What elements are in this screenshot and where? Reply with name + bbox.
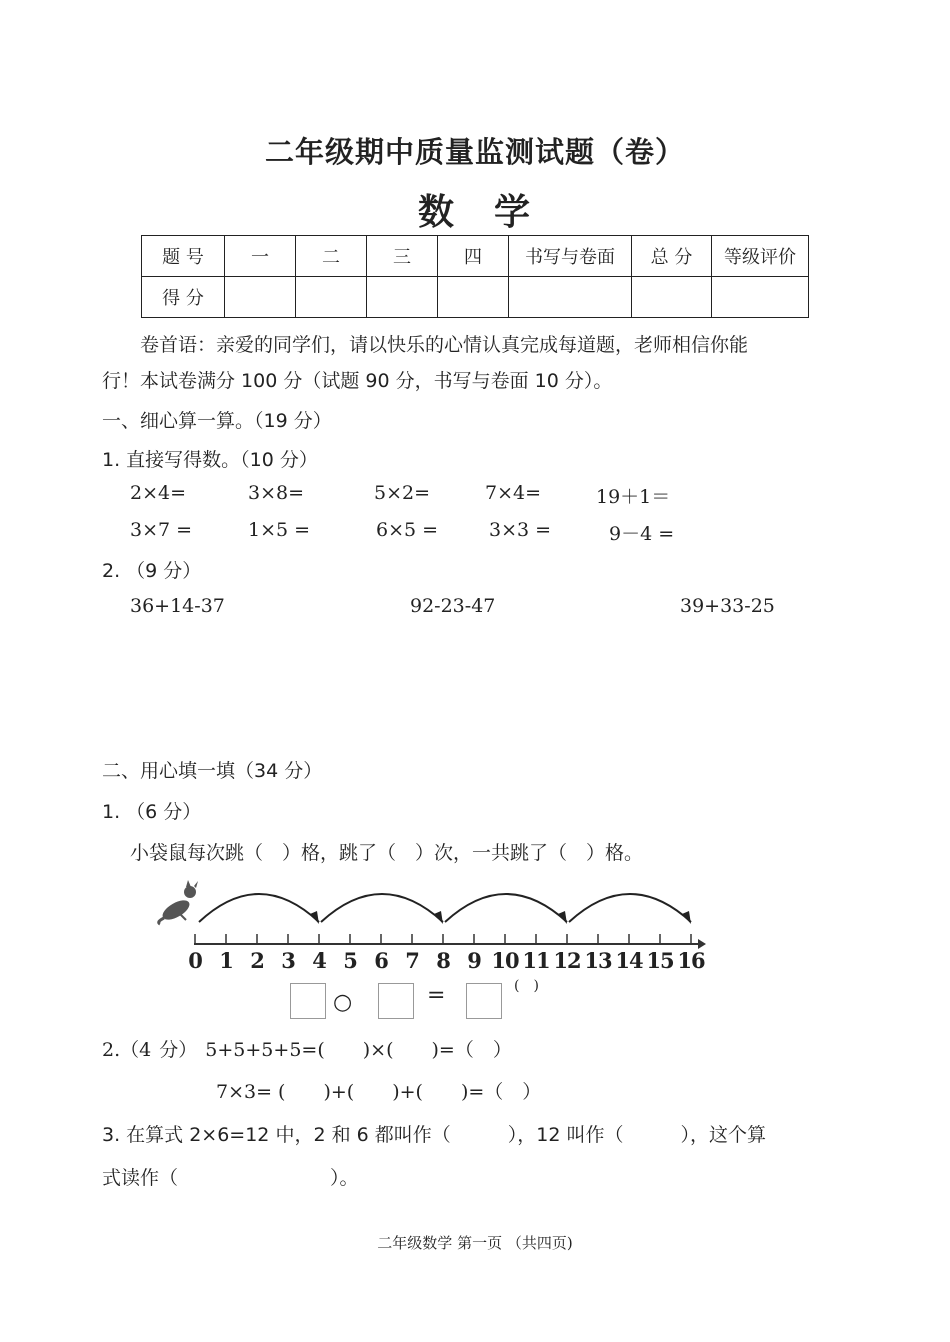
score-table-score-row: [142, 277, 809, 318]
calc-item: 39+33-25: [680, 595, 775, 617]
table-cell: 四: [438, 236, 509, 277]
equals-sign: =: [427, 983, 446, 1008]
score-input-cell[interactable]: [225, 277, 296, 318]
section-1-heading: 一、细心算一算。（19 分）: [102, 410, 332, 432]
tick-label: 2: [250, 948, 264, 973]
table-cell: 得 分: [142, 277, 225, 318]
arc-arrowhead-icon: [310, 911, 319, 924]
table-cell: 书写与卷面: [509, 236, 632, 277]
tick-label: 6: [374, 948, 388, 973]
score-input-cell[interactable]: [509, 277, 632, 318]
tick-label: 7: [405, 948, 419, 973]
tick-label: 14: [615, 948, 643, 973]
tick-label: 16: [677, 948, 705, 973]
jump-arc: [445, 894, 567, 922]
arc-arrowhead-icon: [434, 911, 443, 924]
calc-item: 3×7 =: [130, 519, 193, 541]
table-cell: 一: [225, 236, 296, 277]
section-2-q3-line-1: 3. 在算式 2×6=12 中，2 和 6 都叫作（ ），12 叫作（ ），这个算: [102, 1124, 766, 1146]
table-cell: 三: [367, 236, 438, 277]
tick-label: 3: [281, 948, 295, 973]
jump-arc: [569, 894, 691, 922]
page-footer: 二年级数学 第一页 （共四页): [377, 1234, 573, 1252]
calc-item: 3×3 =: [489, 519, 552, 541]
answer-box-3[interactable]: [466, 983, 502, 1019]
table-cell: 二: [296, 236, 367, 277]
calc-item: 3×8=: [248, 482, 305, 504]
tick-label: 12: [553, 948, 581, 973]
section-2-q2-line-2: 7×3= ( )+( )+( )=（ ）: [216, 1081, 542, 1103]
tick-label: 11: [522, 948, 550, 973]
answer-box-1[interactable]: [290, 983, 326, 1019]
calc-item: 7×4=: [485, 482, 542, 504]
section-2-q1-text: 小袋鼠每次跳（ ）格，跳了（ ）次，一共跳了（ ）格。: [130, 842, 644, 864]
section-1-q2-title: 2. （9 分）: [102, 560, 202, 582]
answer-box-2[interactable]: [378, 983, 414, 1019]
tick-label: 1: [219, 948, 233, 973]
intro-line-2: 行！本试卷满分 100 分（试题 90 分，书写与卷面 10 分）。: [102, 370, 613, 392]
tick-label: 13: [584, 948, 612, 973]
jump-arc: [321, 894, 443, 922]
score-input-cell[interactable]: [712, 277, 809, 318]
arc-arrowhead-icon: [682, 911, 691, 924]
section-2-heading: 二、用心填一填（34 分）: [102, 760, 323, 782]
subject-title: 数 学: [417, 191, 532, 233]
score-input-cell[interactable]: [367, 277, 438, 318]
calc-item: 6×5 =: [376, 519, 439, 541]
tick-label: 8: [436, 948, 450, 973]
number-line-figure: [150, 878, 710, 978]
jump-arc: [199, 894, 319, 922]
section-2-q2-line-1: 2.（4 分） 5+5+5+5=( )×( )=（ ）: [102, 1039, 512, 1061]
tick-label: 0: [188, 948, 202, 973]
section-1-q1-title: 1. 直接写得数。（10 分）: [102, 449, 318, 471]
calc-item: 19＋1＝: [596, 486, 671, 508]
calc-item: 1×5 =: [248, 519, 311, 541]
calc-item: 5×2=: [374, 482, 431, 504]
tick-label: 15: [646, 948, 674, 973]
tick-label: 5: [343, 948, 357, 973]
calc-item: 92-23-47: [410, 595, 496, 617]
calc-item: 36+14-37: [130, 595, 225, 617]
unit-paren: ( ): [514, 978, 539, 994]
operator-circle[interactable]: ○: [333, 990, 353, 1015]
score-input-cell[interactable]: [296, 277, 367, 318]
score-input-cell[interactable]: [632, 277, 712, 318]
score-table-header-row: [142, 236, 809, 277]
tick-label: 4: [312, 948, 326, 973]
tick-label: 10: [491, 948, 519, 973]
calc-item: 9－4 =: [609, 523, 675, 545]
table-cell: 等级评价: [712, 236, 809, 277]
arc-arrowhead-icon: [558, 911, 567, 924]
table-cell: 题 号: [142, 236, 225, 277]
score-input-cell[interactable]: [438, 277, 509, 318]
calc-item: 2×4=: [130, 482, 187, 504]
section-2-q3-line-2: 式读作（ ）。: [102, 1167, 359, 1189]
table-cell: 总 分: [632, 236, 712, 277]
score-table: [141, 235, 809, 318]
intro-line-1: 卷首语：亲爱的同学们，请以快乐的心情认真完成每道题，老师相信你能: [140, 334, 749, 356]
section-2-q1-title: 1. （6 分）: [102, 801, 202, 823]
exam-title: 二年级期中质量监测试题（卷）: [264, 135, 685, 169]
kangaroo-icon: [159, 880, 198, 924]
tick-label: 9: [467, 948, 481, 973]
